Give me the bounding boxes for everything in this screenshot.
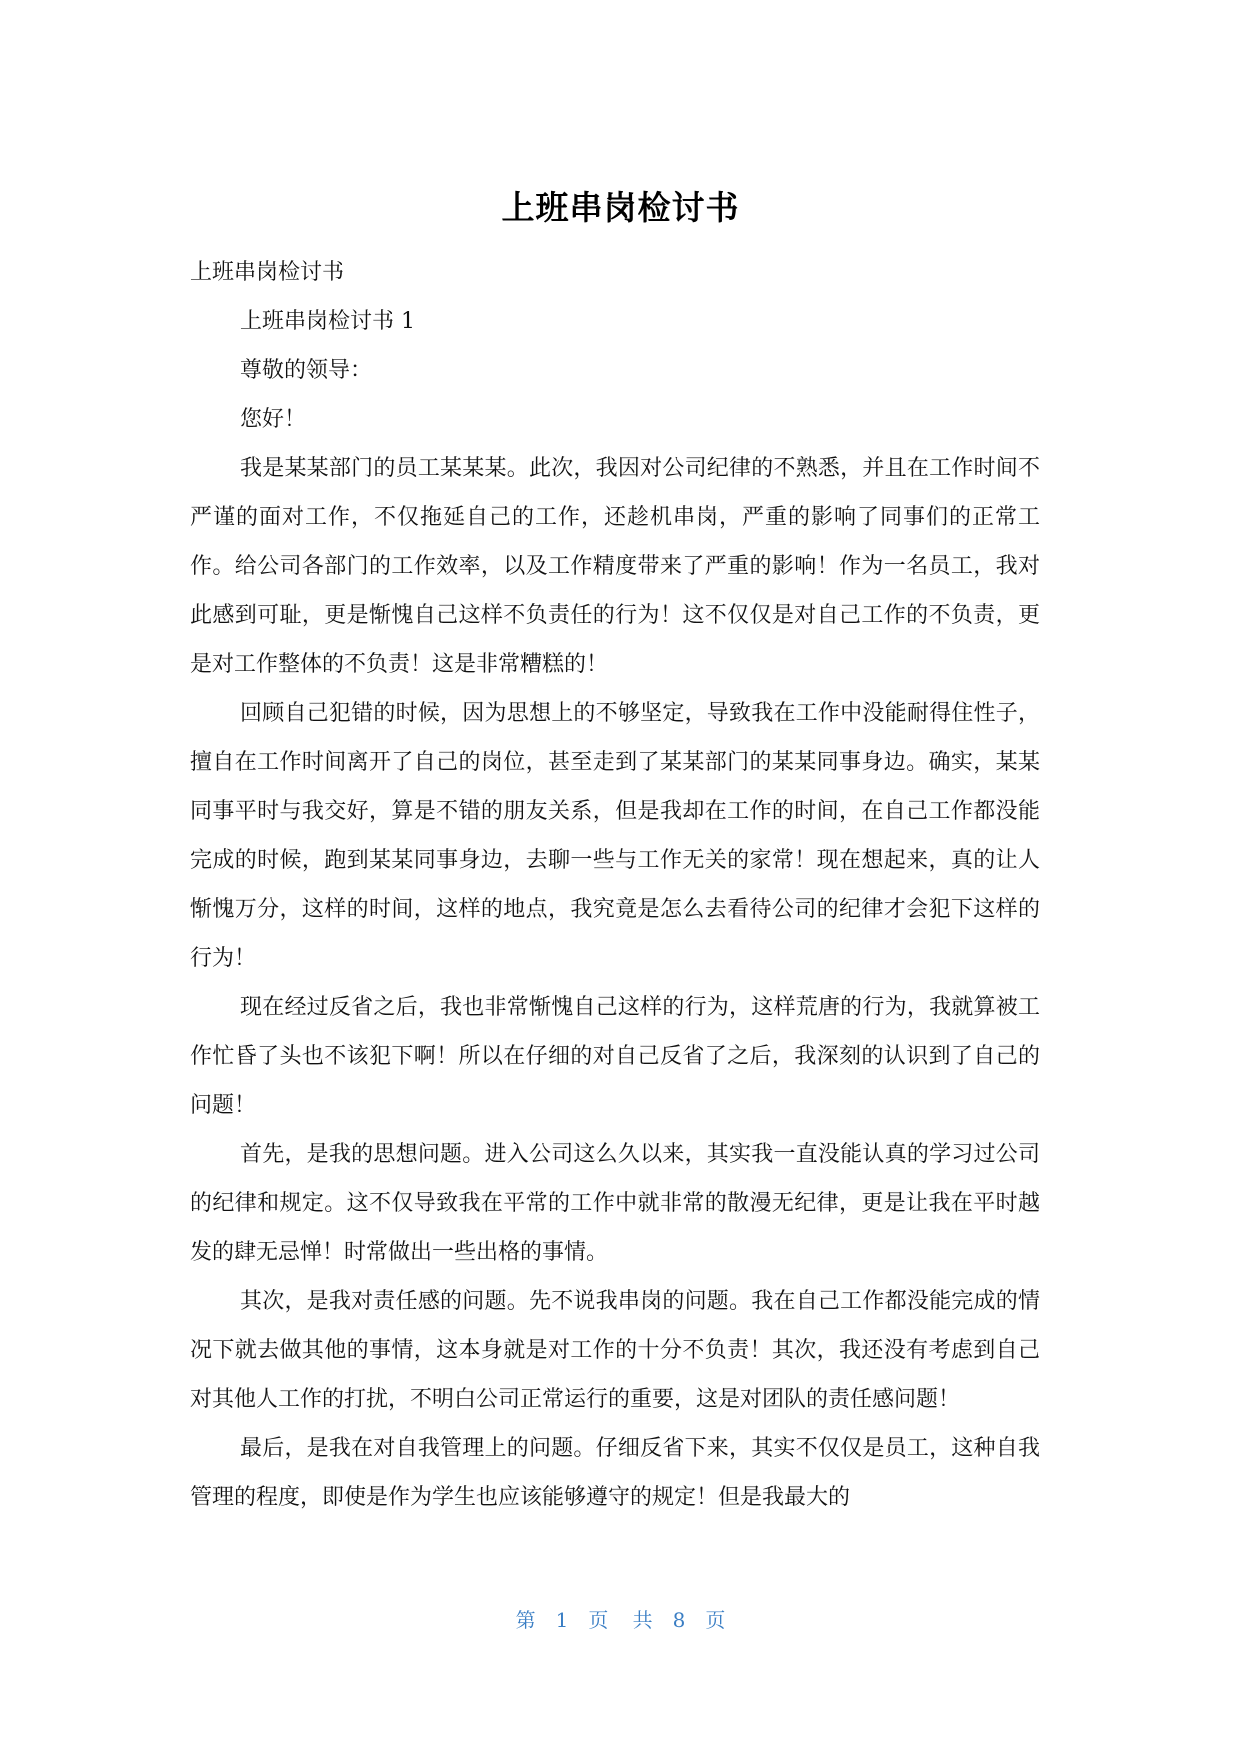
page-footer bbox=[0, 1606, 1241, 1634]
document-title: 上班串岗检讨书 bbox=[501, 188, 740, 227]
body-paragraph: 现在经过反省之后，我也非常惭愧自己这样的行为，这样荒唐的行为，我就算被工作忙昏了头也不该犯下啊！所以在仔细的对自己反省了之后，我深刻的认识到了自己的问题！ bbox=[190, 995, 1040, 1118]
section-heading: 上班串岗检讨书 1 bbox=[240, 309, 415, 334]
body-paragraph: 其次，是我对责任感的问题。先不说我串岗的问题。我在自己工作都没能完成的情况下就去做其他的事情，这本身就是对工作的十分不负责！其次，我还没有考虑到自己对其他人工作的打扰，不明白公司正常运行的重要，这是对团队的责任感问题！ bbox=[190, 1289, 1040, 1412]
body-paragraph: 回顾自己犯错的时候，因为思想上的不够坚定，导致我在工作中没能耐得住性子，擅自在工作时间离开了自己的岗位，甚至走到了某某部门的某某同事身边。确实，某某同事平时与我交好，算是不错的朋友关系，但是我却在工作的时间，在自己工作都没能完成的时候，跑到某某同事身边，去聊一些与工作无关的家常！现在想起来，真的让人惭愧万分，这样的时间，这样的地点，我究竟是怎么去看待公司的纪律才会犯下这样的行为！ bbox=[190, 701, 1040, 971]
footer-prefix: 第 bbox=[515, 1608, 536, 1632]
footer-suffix: 页 bbox=[705, 1608, 726, 1632]
salutation: 尊敬的领导： bbox=[240, 358, 373, 383]
body-paragraph: 我是某某部门的员工某某某。此次，我因对公司纪律的不熟悉，并且在工作时间不严谨的面对工作，不仅拖延自己的工作，还趁机串岗，严重的影响了同事们的正常工作。给公司各部门的工作效率，以及工作精度带来了严重的影响！作为一名员工，我对此感到可耻，更是惭愧自己这样不负责任的行为！这不仅仅是对自己工作的不负责，更是对工作整体的不负责！这是非常糟糕的！ bbox=[190, 456, 1040, 677]
footer-current-page: 1 bbox=[555, 1608, 569, 1632]
body-paragraph: 首先，是我的思想问题。进入公司这么久以来，其实我一直没能认真的学习过公司的纪律和规定。这不仅导致我在平常的工作中就非常的散漫无纪律，更是让我在平时越发的肆无忌惮！时常做出一些出格的事情。 bbox=[190, 1142, 1040, 1265]
document-body bbox=[190, 248, 1040, 1522]
footer-total-pages: 8 bbox=[672, 1608, 686, 1632]
greeting: 您好！ bbox=[240, 407, 307, 432]
document-subtitle: 上班串岗检讨书 bbox=[190, 260, 345, 285]
footer-middle: 页 共 bbox=[588, 1608, 653, 1632]
body-paragraph: 最后，是我在对自我管理上的问题。仔细反省下来，其实不仅仅是员工，这种自我管理的程度，即使是作为学生也应该能够遵守的规定！但是我最大的 bbox=[190, 1436, 1040, 1510]
